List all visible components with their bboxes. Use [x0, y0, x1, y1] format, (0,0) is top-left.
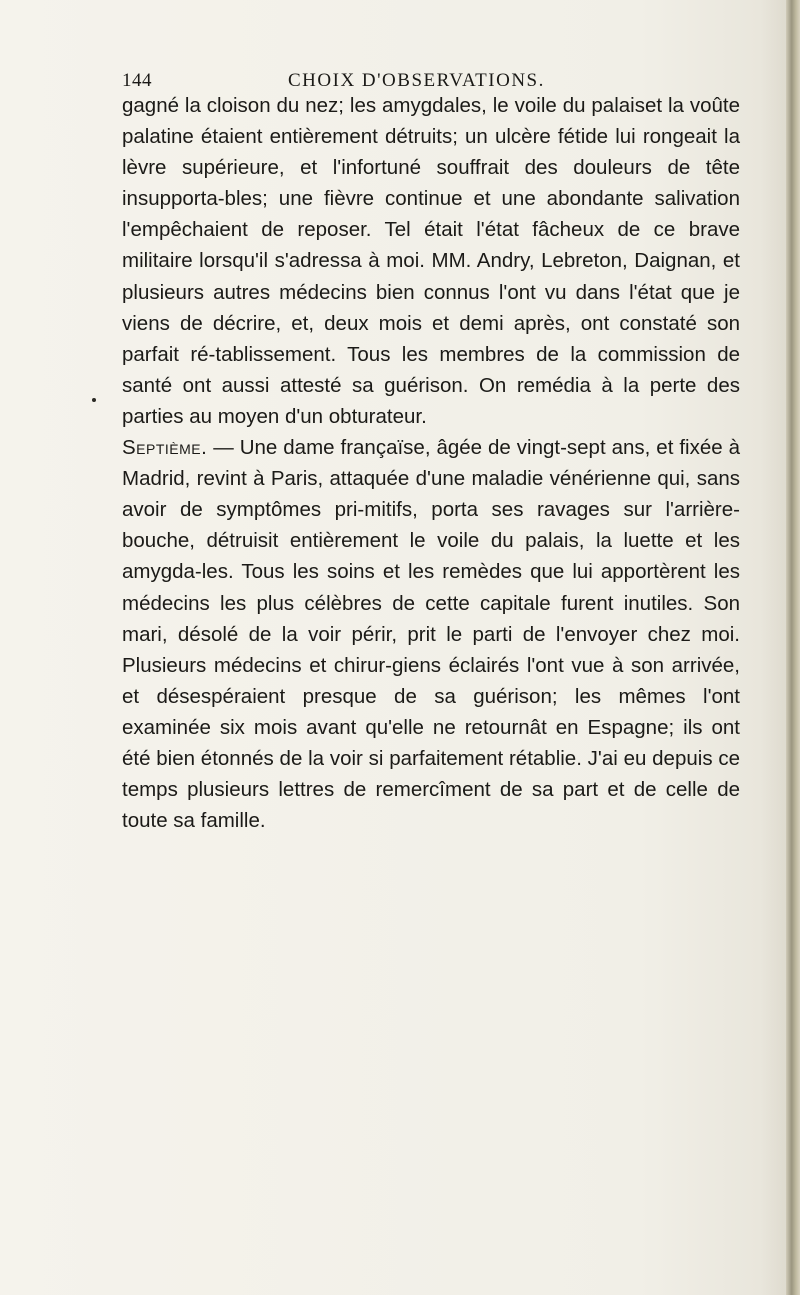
paragraph-2-text: — Une dame françaïse, âgée de vingt-sept ans, et fixée à Madrid, revint à Paris, attaquée d'une maladie vénérienne qui, sans avoir de symptômes pri-mitifs, porta ses ravages sur l'arrière-bouche, détruisit entièrement le voile du palais, la luette et les amygda-les. Tous les soins et les remèdes que lui apportèrent les médecins les plus célèbres de cette capitale furent inutiles. Son mari, désolé de la voir périr, prit le parti de l'envoyer chez moi. Plusieurs médecins et chirur-giens éclairés l'ont vue à son arrivée, et désespéraient presque de sa guérison; les mêmes l'ont examinée six mois avant qu'elle ne retournât en Espagne; ils ont été bien étonnés de la voir si parfaitement rétablie. J'ai eu depuis ce temps plusieurs lettres de remercîment de sa part et de celle de toute sa famille. — [122, 436, 740, 833]
paragraph-2 — [122, 432, 740, 836]
body-text — [122, 90, 740, 836]
page-edge-shadow — [786, 0, 800, 1295]
paragraph-1: gagné la cloison du nez; les amygdales, le voile du palaiset la voûte palatine étaient entièrement détruits; un ulcère fétide lui rongeait la lèvre supérieure, et l'infortuné souffrait des douleurs de tête insupporta-bles; une fièvre continue et une abondante salivation l'empêchaient de reposer. Tel était l'état fâcheux de ce brave militaire lorsqu'il s'adressa à moi. MM. Andry, Lebreton, Daignan, et plusieurs autres médecins bien connus l'ont vu dans l'état que je viens de décrire, et, deux mois et demi après, ont constaté son parfait ré-tablissement. Tous les membres de la commission de santé ont aussi attesté sa guérison. On remédia à la perte des parties au moyen d'un obturateur. — [122, 94, 740, 428]
running-title: CHOIX D'OBSERVATIONS. — [288, 70, 545, 91]
page-number: 144 — [122, 70, 152, 91]
paragraph-2-lead: Septième. — [122, 436, 208, 460]
margin-mark — [92, 398, 96, 402]
